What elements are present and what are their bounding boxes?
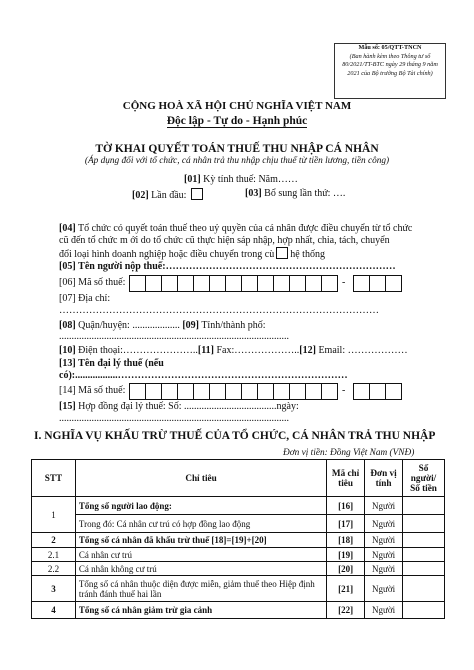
tax-digit-box[interactable] [129,275,146,292]
agent-tax-digit-box[interactable] [305,383,322,400]
field-15 [59,401,299,412]
tax-branch-box[interactable] [369,275,386,292]
field-04-text1: Tổ chức có quyết toán thuế theo uỷ quyền của cá nhân được điều chuyển từ tổ chức [78,223,413,234]
field-09-label: Tỉnh/thành phố: [201,320,266,331]
tax-digit-box[interactable] [145,275,162,292]
tax-branch-boxes[interactable] [354,275,402,292]
agent-tax-digit-box[interactable] [209,383,226,400]
col-header-indicator: Chỉ tiêu [75,460,326,497]
row-code: [18] [327,533,365,548]
field-05-code: [05] [59,261,76,272]
field-11-label: Fax:……………….. [216,345,300,356]
agent-tax-digit-box[interactable] [289,383,306,400]
tax-code-dash: - [342,277,346,288]
row-label: Trong đó: Cá nhân cư trú có hợp đồng lao động [75,515,326,533]
row-code: [22] [327,602,365,619]
field-02-code: [02] [132,190,149,201]
agent-tax-branch-box[interactable] [385,383,402,400]
field-15-code: [15] [59,401,76,412]
tax-digit-box[interactable] [177,275,194,292]
field-08-code: [08] [59,320,76,331]
motto [0,115,474,127]
table-row [32,562,445,576]
currency-unit: Đơn vị tiền: Đồng Việt Nam (VNĐ) [283,448,415,458]
agent-tax-branch-box[interactable] [353,383,370,400]
field-07-dots: …………………………………………………………………………………… [59,305,379,316]
field-14-code: [14] [59,385,76,396]
form-note-line3: 2021 của Bộ trưởng Bộ Tài chính) [347,69,433,77]
row-label: Tổng số cá nhân thuộc diện được miễn, giảm thuế theo Hiệp định tránh đánh thuế hai lần [75,576,326,602]
row-stt: 2 [32,533,76,548]
agent-tax-branch-box[interactable] [369,383,386,400]
row-code: [20] [327,562,365,576]
row-stt: 2.2 [32,562,76,576]
field-04-text3b: hệ thống [290,249,325,260]
field-06-label: Mã số thuế: [78,277,126,288]
tax-digit-box[interactable] [161,275,178,292]
field-10-label: Điện thoại:………………….. [78,345,198,356]
col-header-stt: STT [32,460,76,497]
field-14 [59,385,125,396]
field-04-line3 [59,247,325,260]
field-03-label: Bổ sung lần thứ: …. [264,188,346,199]
table-row [32,602,445,619]
field-01 [184,174,298,185]
table-row [32,533,445,548]
row-stt: 3 [32,576,76,602]
motto-text: Độc lập - Tự do - Hạnh phúc [166,115,308,127]
agent-tax-digit-box[interactable] [161,383,178,400]
row-stt: 2.1 [32,548,76,562]
field-10-12 [59,345,408,356]
tax-digit-box[interactable] [289,275,306,292]
agent-tax-branch-boxes[interactable] [354,383,402,400]
form-code: Mẫu số: 05/QTT-TNCN [358,44,422,51]
table-row [32,548,445,562]
field-06-code: [06] [59,277,76,288]
row-unit: Người [365,602,403,619]
form-title: TỜ KHAI QUYẾT TOÁN THUẾ THU NHẬP CÁ NHÂN [95,143,379,155]
table-row [32,515,445,533]
tax-digit-box[interactable] [193,275,210,292]
field-02 [132,188,205,201]
field-04-line2: cũ đến tổ chức m ới do tổ chức cũ thực hiện sáp nhập, hợp nhất, chia, tách, chuyển [59,235,390,246]
withholding-table [31,459,445,619]
tax-digit-box[interactable] [321,275,338,292]
field-03 [245,188,345,199]
row-code: [21] [327,576,365,602]
agent-tax-digit-box[interactable] [145,383,162,400]
field-03-code: [03] [245,188,262,199]
tax-branch-box[interactable] [353,275,370,292]
field-04-line1 [59,223,412,234]
row-value-cell[interactable] [403,576,445,602]
field-13-line2: có):.................…………………………………………………………… [59,370,348,381]
field-04-text3a: đổi loại hình doanh nghiệp hoặc điều chuyển trong cù [59,249,275,260]
row-unit: Người [365,515,403,533]
table-row [32,497,445,515]
agent-tax-digit-box[interactable] [129,383,146,400]
field-01-code: [01] [184,174,201,185]
field-15-label: Hợp đồng đại lý thuế: Số: .....................................ngày: [78,401,299,412]
field-08-09 [59,320,266,331]
row-unit: Người [365,533,403,548]
form-note-line2: 80/2021/TT-BTC ngày 29 tháng 9 năm [342,61,438,69]
tax-digit-box[interactable] [241,275,258,292]
tax-digit-box[interactable] [273,275,290,292]
col-header-code: Mã chỉ tiêu [327,460,365,497]
row-code: [16] [327,497,365,515]
country-heading: CỘNG HOÀ XÃ HỘI CHỦ NGHĨA VIỆT NAM [122,100,352,112]
tax-digit-box[interactable] [305,275,322,292]
form-subtitle: (Áp dụng đối với tổ chức, cá nhân trả thu nhập chịu thuế từ tiền lương, tiền công) [84,156,390,166]
row-unit: Người [365,562,403,576]
form-number-box [334,43,446,99]
agent-tax-digit-box[interactable] [225,383,242,400]
agent-tax-digit-box[interactable] [193,383,210,400]
row-label: Tổng số cá nhân đã khấu trừ thuế [18]=[19]+[20] [75,533,326,548]
agent-tax-digit-box[interactable] [241,383,258,400]
section-1-title: I. NGHĨA VỤ KHẤU TRỪ THUẾ CỦA TỔ CHỨC, CÁ NHÂN TRẢ THU NHẬP [34,430,436,442]
agent-tax-digit-box[interactable] [177,383,194,400]
tax-digit-box[interactable] [225,275,242,292]
table-row [32,576,445,602]
row-stt: 4 [32,602,76,619]
field-15-dots: ............................................................................................ [59,413,289,424]
row-label: Cá nhân không cư trú [75,562,326,576]
agent-tax-code-boxes[interactable] [130,383,338,400]
transfer-checkbox[interactable] [276,247,288,259]
col-header-unit: Đơn vị tính [365,460,403,497]
row-value-cell[interactable] [403,497,445,515]
tax-branch-box[interactable] [385,275,402,292]
row-unit: Người [365,576,403,602]
field-12-label: Email: ……………… [318,345,408,356]
row-value-cell[interactable] [403,533,445,548]
field-02-label: Lần đầu: [151,190,187,201]
field-10-code: [10] [59,345,76,356]
agent-tax-digit-box[interactable] [257,383,274,400]
row-label: Tổng số người lao động: [75,497,326,515]
field-06 [59,277,125,288]
tax-digit-box[interactable] [209,275,226,292]
field-04-code: [04] [59,223,76,234]
field-09-dots: ............................................................................................ [59,331,289,342]
row-label: Cá nhân cư trú [75,548,326,562]
field-09-code: [09] [182,320,199,331]
field-07: [07] Địa chỉ: [59,293,111,304]
field-14-label: Mã số thuế: [78,385,126,396]
field-12-code: [12] [299,345,316,356]
row-unit: Người [365,548,403,562]
form-note-line1: (Ban hành kèm theo Thông tư số [349,52,431,60]
field-13-cont: (nếu [144,358,164,369]
col-header-value: Số người/ Số tiền [403,460,445,497]
row-value-cell[interactable] [403,548,445,562]
first-time-checkbox[interactable] [191,188,203,200]
row-code: [19] [327,548,365,562]
agent-tax-digit-box[interactable] [321,383,338,400]
tax-code-boxes[interactable] [130,275,338,292]
row-value-cell[interactable] [403,515,445,533]
field-13-label: Tên đại lý thuế [78,358,143,369]
field-13 [59,358,164,369]
agent-tax-code-dash: - [342,385,346,396]
row-code: [17] [327,515,365,533]
row-unit: Người [365,497,403,515]
field-05 [59,261,396,272]
field-08-label: Quận/huyện: ................... [78,320,180,331]
field-13-code: [13] [59,358,76,369]
field-05-label: Tên người nộp thuế:…………………………………………………………… [78,261,396,272]
tax-digit-box[interactable] [257,275,274,292]
row-value-cell[interactable] [403,602,445,619]
agent-tax-digit-box[interactable] [273,383,290,400]
field-01-label: Kỳ tính thuế: Năm…… [203,174,298,185]
field-11-code: [11] [197,345,214,356]
row-value-cell[interactable] [403,562,445,576]
row-stt: 1 [32,497,76,533]
row-label: Tổng số cá nhân giảm trừ gia cảnh [75,602,326,619]
